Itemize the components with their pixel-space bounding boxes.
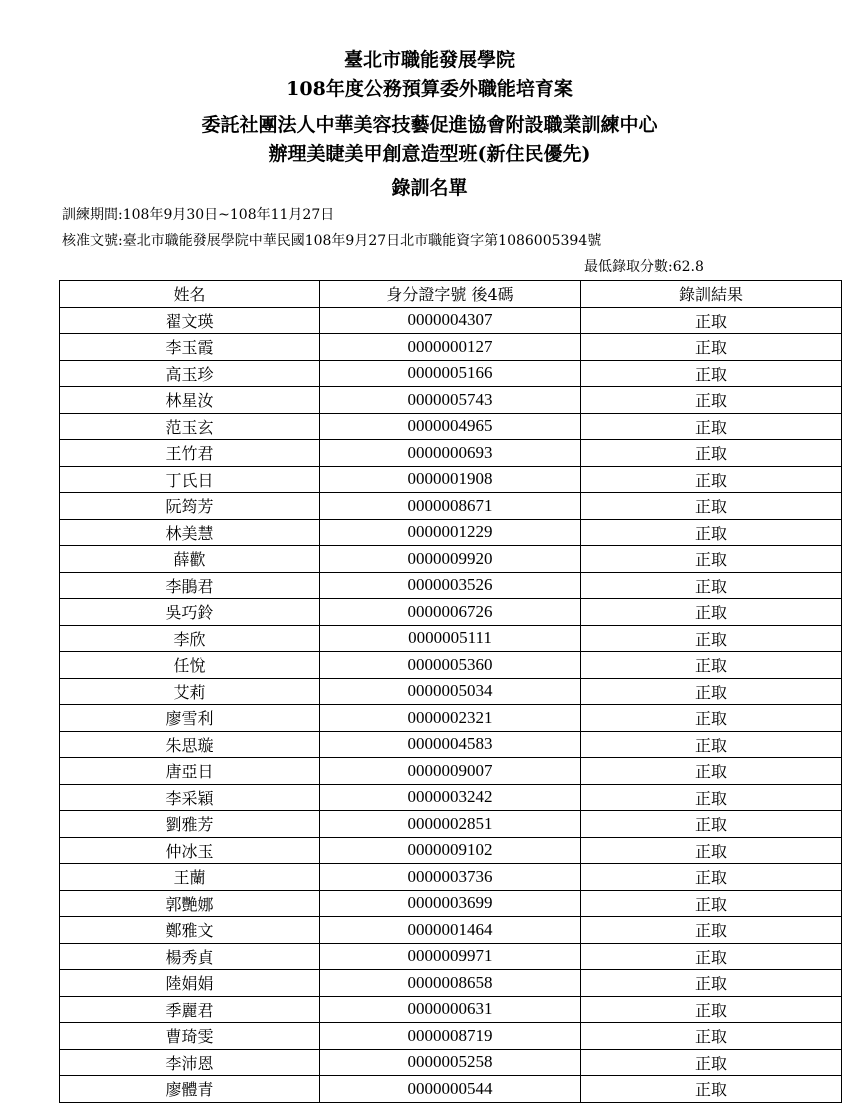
cell-name: 高玉珍 bbox=[60, 360, 320, 387]
cell-id-number: 0000005111 bbox=[320, 625, 581, 652]
cell-id-number: 0000000127 bbox=[320, 334, 581, 361]
table-row bbox=[60, 811, 842, 838]
cell-result: 正取 bbox=[581, 811, 842, 838]
table-row bbox=[60, 1076, 842, 1103]
table-row bbox=[60, 705, 842, 732]
cell-name: 李采穎 bbox=[60, 784, 320, 811]
cell-name: 曹琦雯 bbox=[60, 1023, 320, 1050]
cell-name: 翟文瑛 bbox=[60, 307, 320, 334]
cell-name: 丁氏日 bbox=[60, 466, 320, 493]
cell-result: 正取 bbox=[581, 943, 842, 970]
cell-name: 任悅 bbox=[60, 652, 320, 679]
table-row bbox=[60, 943, 842, 970]
cell-name: 林美慧 bbox=[60, 519, 320, 546]
cell-result: 正取 bbox=[581, 970, 842, 997]
cell-name: 林星汝 bbox=[60, 387, 320, 414]
contractor-title: 委託社團法人中華美容技藝促進協會附設職業訓練中心 bbox=[201, 114, 658, 136]
cell-id-number: 0000005166 bbox=[320, 360, 581, 387]
cell-name: 李鵑君 bbox=[60, 572, 320, 599]
cell-id-number: 0000005258 bbox=[320, 1049, 581, 1076]
cell-result: 正取 bbox=[581, 652, 842, 679]
table-row bbox=[60, 599, 842, 626]
cell-id-number: 0000003699 bbox=[320, 890, 581, 917]
cell-result: 正取 bbox=[581, 440, 842, 467]
cell-id-number: 0000001464 bbox=[320, 917, 581, 944]
cell-result: 正取 bbox=[581, 413, 842, 440]
cell-result: 正取 bbox=[581, 599, 842, 626]
cell-id-number: 0000000693 bbox=[320, 440, 581, 467]
cell-name: 王蘭 bbox=[60, 864, 320, 891]
cell-result: 正取 bbox=[581, 307, 842, 334]
table-row bbox=[60, 678, 842, 705]
table-row bbox=[60, 996, 842, 1023]
table-row bbox=[60, 307, 842, 334]
table-row bbox=[60, 546, 842, 573]
cell-id-number: 0000005743 bbox=[320, 387, 581, 414]
header-id-number: 身分證字號 後4碼 bbox=[320, 281, 581, 308]
cell-id-number: 0000002321 bbox=[320, 705, 581, 732]
table-row bbox=[60, 652, 842, 679]
program-title: 108年度公務預算委外職能培育案 bbox=[286, 78, 573, 100]
cell-name: 李欣 bbox=[60, 625, 320, 652]
table-row bbox=[60, 917, 842, 944]
cell-result: 正取 bbox=[581, 678, 842, 705]
cell-id-number: 0000003736 bbox=[320, 864, 581, 891]
cell-name: 朱思璇 bbox=[60, 731, 320, 758]
cell-name: 廖體青 bbox=[60, 1076, 320, 1103]
cell-id-number: 0000004965 bbox=[320, 413, 581, 440]
cell-result: 正取 bbox=[581, 493, 842, 520]
table-row bbox=[60, 837, 842, 864]
cell-name: 唐亞日 bbox=[60, 758, 320, 785]
cell-result: 正取 bbox=[581, 731, 842, 758]
cell-id-number: 0000003242 bbox=[320, 784, 581, 811]
table-row bbox=[60, 387, 842, 414]
table-row bbox=[60, 625, 842, 652]
header-name: 姓名 bbox=[60, 281, 320, 308]
cell-result: 正取 bbox=[581, 572, 842, 599]
cell-result: 正取 bbox=[581, 466, 842, 493]
cell-name: 薛歡 bbox=[60, 546, 320, 573]
cell-name: 廖雪利 bbox=[60, 705, 320, 732]
table-row bbox=[60, 731, 842, 758]
cell-result: 正取 bbox=[581, 519, 842, 546]
cell-id-number: 0000002851 bbox=[320, 811, 581, 838]
table-row bbox=[60, 758, 842, 785]
cell-name: 仲冰玉 bbox=[60, 837, 320, 864]
table-row bbox=[60, 334, 842, 361]
table-row bbox=[60, 360, 842, 387]
list-title: 錄訓名單 bbox=[391, 177, 468, 199]
table-row bbox=[60, 970, 842, 997]
cell-result: 正取 bbox=[581, 917, 842, 944]
cell-id-number: 0000005360 bbox=[320, 652, 581, 679]
cell-id-number: 0000009007 bbox=[320, 758, 581, 785]
cell-result: 正取 bbox=[581, 1076, 842, 1103]
cell-name: 劉雅芳 bbox=[60, 811, 320, 838]
cell-result: 正取 bbox=[581, 996, 842, 1023]
cell-id-number: 0000001229 bbox=[320, 519, 581, 546]
cell-id-number: 0000008658 bbox=[320, 970, 581, 997]
cell-id-number: 0000001908 bbox=[320, 466, 581, 493]
training-period: 訓練期間:108年9月30日~108年11月27日 bbox=[62, 207, 335, 223]
cell-id-number: 0000005034 bbox=[320, 678, 581, 705]
header-result: 錄訓結果 bbox=[581, 281, 842, 308]
table-row bbox=[60, 1023, 842, 1050]
table-row bbox=[60, 440, 842, 467]
cell-name: 楊秀貞 bbox=[60, 943, 320, 970]
cell-id-number: 0000008719 bbox=[320, 1023, 581, 1050]
cell-result: 正取 bbox=[581, 546, 842, 573]
cell-id-number: 0000009102 bbox=[320, 837, 581, 864]
cell-result: 正取 bbox=[581, 334, 842, 361]
cell-result: 正取 bbox=[581, 705, 842, 732]
table-body bbox=[60, 307, 842, 1102]
cell-name: 艾莉 bbox=[60, 678, 320, 705]
cell-result: 正取 bbox=[581, 784, 842, 811]
cell-name: 李玉霞 bbox=[60, 334, 320, 361]
cell-id-number: 0000009920 bbox=[320, 546, 581, 573]
cell-result: 正取 bbox=[581, 758, 842, 785]
institution-title: 臺北市職能發展學院 bbox=[343, 49, 515, 71]
cell-id-number: 0000008671 bbox=[320, 493, 581, 520]
cell-result: 正取 bbox=[581, 1049, 842, 1076]
table-row bbox=[60, 784, 842, 811]
cell-id-number: 0000004583 bbox=[320, 731, 581, 758]
cell-result: 正取 bbox=[581, 360, 842, 387]
table-header-row bbox=[60, 281, 842, 308]
cell-id-number: 0000004307 bbox=[320, 307, 581, 334]
cell-name: 陸娟娟 bbox=[60, 970, 320, 997]
cell-name: 季麗君 bbox=[60, 996, 320, 1023]
cell-result: 正取 bbox=[581, 890, 842, 917]
cell-result: 正取 bbox=[581, 625, 842, 652]
cell-id-number: 0000000544 bbox=[320, 1076, 581, 1103]
table-row bbox=[60, 466, 842, 493]
cell-result: 正取 bbox=[581, 387, 842, 414]
cell-name: 鄭雅文 bbox=[60, 917, 320, 944]
cell-id-number: 0000006726 bbox=[320, 599, 581, 626]
cell-name: 李沛恩 bbox=[60, 1049, 320, 1076]
table-row bbox=[60, 413, 842, 440]
cell-result: 正取 bbox=[581, 864, 842, 891]
cell-name: 吳巧鈴 bbox=[60, 599, 320, 626]
table-row bbox=[60, 890, 842, 917]
cell-id-number: 0000000631 bbox=[320, 996, 581, 1023]
cell-name: 阮筠芳 bbox=[60, 493, 320, 520]
minimum-score: 最低錄取分數:62.8 bbox=[584, 259, 704, 275]
table-row bbox=[60, 1049, 842, 1076]
cell-name: 王竹君 bbox=[60, 440, 320, 467]
cell-name: 范玉玄 bbox=[60, 413, 320, 440]
table-row bbox=[60, 572, 842, 599]
table-row bbox=[60, 519, 842, 546]
course-title: 辦理美睫美甲創意造型班(新住民優先) bbox=[268, 143, 591, 165]
cell-result: 正取 bbox=[581, 837, 842, 864]
table-row bbox=[60, 864, 842, 891]
cell-name: 郭艷娜 bbox=[60, 890, 320, 917]
admission-table bbox=[59, 280, 842, 1103]
cell-id-number: 0000003526 bbox=[320, 572, 581, 599]
approval-document-number: 核准文號:臺北市職能發展學院中華民國108年9月27日北市職能資字第1086005394號 bbox=[62, 233, 602, 249]
cell-result: 正取 bbox=[581, 1023, 842, 1050]
table-row bbox=[60, 493, 842, 520]
cell-id-number: 0000009971 bbox=[320, 943, 581, 970]
